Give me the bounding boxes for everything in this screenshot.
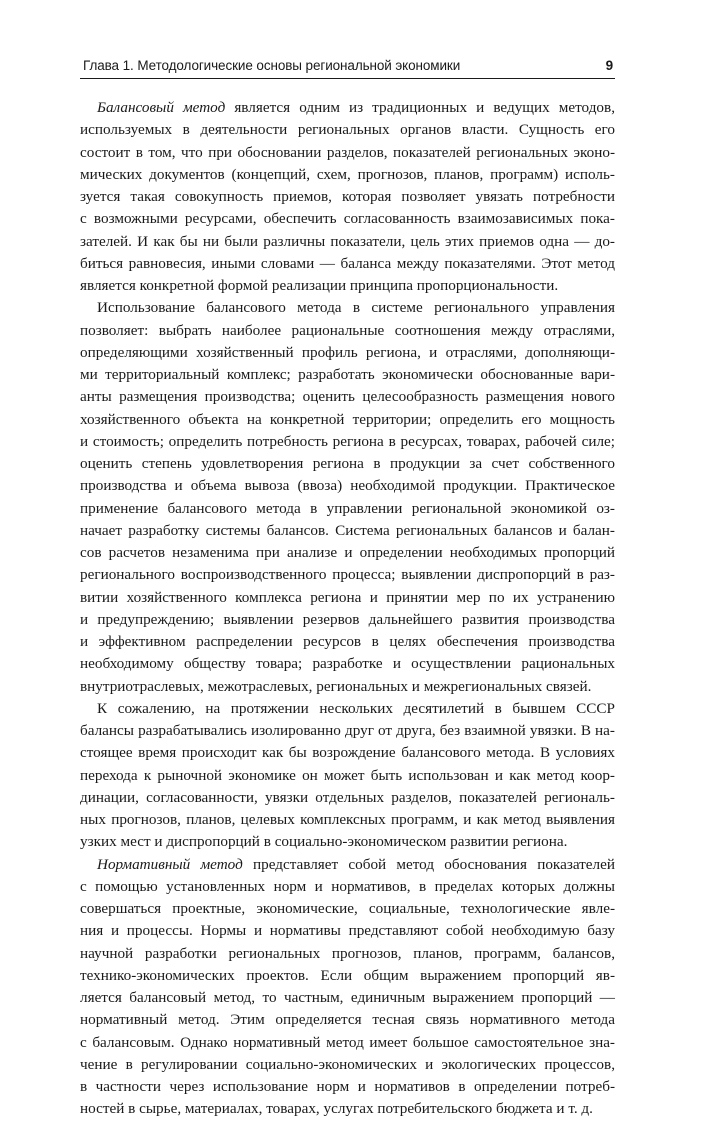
text-line bbox=[80, 453, 615, 475]
line-text: Использование балансового метода в системе регионального управления bbox=[97, 299, 615, 317]
text-line bbox=[80, 898, 615, 920]
text-line bbox=[80, 164, 615, 186]
text-line bbox=[80, 475, 615, 497]
line-text: узких мест и диспропорций в социально-экономическом развитии региона. bbox=[80, 833, 568, 851]
text-line bbox=[80, 742, 615, 764]
line-text: ляется балансовый метод, то частным, единичным выражением пропорций — bbox=[80, 989, 615, 1006]
paragraph bbox=[80, 297, 615, 698]
line-text: в частности через использование норм и нормативов в определении потреб- bbox=[80, 1078, 615, 1095]
text-line bbox=[80, 787, 615, 809]
text-line bbox=[80, 142, 615, 164]
running-header bbox=[80, 56, 615, 79]
line-text: с помощью установленных норм и нормативов, в пределах которых должны bbox=[80, 877, 615, 895]
text-line bbox=[80, 253, 615, 275]
text-line bbox=[80, 1054, 615, 1076]
line-text: анты размещения производства; оценить целесообразность размещения нового bbox=[80, 388, 615, 406]
line-text: регионального воспроизводственного процесса; выявлении диспропорций в раз- bbox=[80, 566, 615, 584]
line-text: состоит в том, что при обосновании разделов, показателей региональных эконо- bbox=[80, 143, 615, 161]
text-line bbox=[80, 653, 615, 675]
text-line bbox=[80, 809, 615, 831]
line-text: чение в регулировании социально-экономических и экологических процессов, bbox=[80, 1055, 615, 1073]
line-text: является одним из традиционных и ведущих методов, bbox=[225, 99, 615, 116]
text-line bbox=[80, 720, 615, 742]
text-line bbox=[80, 1076, 615, 1098]
chapter-title: Глава 1. Методологические основы региональной экономики bbox=[83, 58, 461, 73]
line-text: необходимому обществу товара; разработке и осуществлении рациональных bbox=[80, 655, 615, 673]
text-line bbox=[80, 520, 615, 542]
text-line bbox=[80, 119, 615, 141]
line-text: ми территориальный комплекс; разработать экономически обоснованные вари- bbox=[80, 366, 615, 383]
italic-term: Балансовый метод bbox=[97, 99, 226, 116]
line-text: внутриотраслевых, межотраслевых, региональных и межрегиональных связей. bbox=[80, 677, 592, 695]
line-text: научной разработки региональных прогнозов, планов, программ, балансов, bbox=[80, 944, 615, 962]
text-line bbox=[80, 1098, 615, 1120]
line-text: технико-экономических проектов. Если общим выражением пропорций яв- bbox=[80, 966, 615, 984]
text-line bbox=[80, 386, 615, 408]
text-line bbox=[80, 342, 615, 364]
line-text: применение балансового метода в управлении региональной экономикой оз- bbox=[80, 499, 615, 517]
paragraph bbox=[80, 698, 615, 854]
line-text: начает разработку системы балансов. Система региональных балансов и балан- bbox=[80, 521, 615, 539]
line-text: хозяйственного объекта на конкретной территории; определить его мощность bbox=[80, 410, 615, 428]
text-line bbox=[80, 186, 615, 208]
body-text bbox=[80, 97, 615, 1121]
line-text: динации, согласованности, увязки отдельных разделов, показателей региональ- bbox=[80, 788, 615, 806]
text-line bbox=[80, 498, 615, 520]
line-text: биться равновесия, иными словами — баланса между показателями. Этот метод bbox=[80, 254, 615, 272]
line-text: с возможными ресурсами, обеспечить согласованность взаимозависимых пока- bbox=[80, 210, 615, 228]
line-text: является конкретной формой реализации принципа пропорциональности. bbox=[80, 277, 559, 294]
text-line bbox=[80, 587, 615, 609]
text-line bbox=[80, 297, 615, 319]
line-text: витии хозяйственного комплекса региона и принятии мер по их устранению bbox=[80, 588, 615, 606]
line-text: ния и процессы. Нормы и нормативы представляют собой необходимую базу bbox=[80, 922, 615, 940]
line-text: и предупреждению; выявлении резервов дальнейшего развития производства bbox=[80, 610, 615, 628]
text-line bbox=[80, 208, 615, 230]
line-text: представляет собой метод обоснования показателей bbox=[242, 855, 615, 873]
text-line bbox=[80, 542, 615, 564]
text-line bbox=[80, 231, 615, 253]
text-line bbox=[80, 987, 615, 1009]
text-line bbox=[80, 676, 615, 698]
line-text: мических документов (концепций, схем, прогнозов, планов, программ) исполь- bbox=[80, 165, 615, 183]
line-text: ностей в сырье, материалах, товарах, услугах потребительского бюджета и т. д. bbox=[80, 1100, 593, 1118]
text-line bbox=[80, 320, 615, 342]
text-line bbox=[80, 409, 615, 431]
text-line bbox=[80, 609, 615, 631]
text-line bbox=[80, 854, 615, 876]
line-text: зателей. И как бы ни были различны показатели, цель этих приемов одна — до- bbox=[80, 232, 615, 250]
text-line bbox=[80, 431, 615, 453]
line-text: ных прогнозов, планов, целевых комплексных программ, и как метод выявления bbox=[80, 811, 615, 828]
page-number: 9 bbox=[605, 58, 613, 73]
text-line bbox=[80, 1032, 615, 1054]
line-text: стоящее время происходит как бы возрождение балансового метода. В условиях bbox=[80, 744, 615, 762]
line-text: и эффективном распределении ресурсов в целях обеспечения производства bbox=[80, 633, 615, 650]
text-line bbox=[80, 1009, 615, 1031]
line-text: определяющими хозяйственный профиль региона, и отраслями, дополняющи- bbox=[80, 343, 615, 361]
text-line bbox=[80, 364, 615, 386]
text-line bbox=[80, 698, 615, 720]
line-text: производства и объема вывоза (ввоза) необходимой продукции. Практическое bbox=[80, 477, 615, 495]
line-text: К сожалению, на протяжении нескольких десятилетий в бывшем СССР bbox=[97, 699, 615, 717]
line-text: и стоимость; определить потребность региона в ресурсах, товарах, рабочей силе; bbox=[80, 432, 615, 450]
text-line bbox=[80, 920, 615, 942]
line-text: позволяет: выбрать наиболее рациональные соотношения между отраслями, bbox=[80, 321, 615, 339]
line-text: перехода к рыночной экономике он может быть использован и как метод коор- bbox=[80, 766, 615, 784]
text-line bbox=[80, 831, 615, 853]
text-line bbox=[80, 965, 615, 987]
line-text: зуется такая совокупность приемов, которая позволяет увязать потребности bbox=[80, 188, 615, 205]
text-line bbox=[80, 97, 615, 119]
line-text: совершаться проектные, экономические, социальные, технологические явле- bbox=[80, 900, 615, 917]
paragraph bbox=[80, 854, 615, 1121]
line-text: оценить степень удовлетворения региона в продукции за счет собственного bbox=[80, 455, 615, 472]
text-line bbox=[80, 943, 615, 965]
text-line bbox=[80, 275, 615, 297]
text-line bbox=[80, 564, 615, 586]
text-line bbox=[80, 631, 615, 653]
text-line bbox=[80, 876, 615, 898]
line-text: нормативный метод. Этим определяется тесная связь нормативного метода bbox=[80, 1011, 615, 1029]
line-text: сов расчетов незаменима при анализе и определении необходимых пропорций bbox=[80, 544, 615, 561]
line-text: балансы разрабатывались изолированно друг от друга, без взаимной увязки. В на- bbox=[80, 722, 615, 739]
paragraph bbox=[80, 97, 615, 297]
line-text: используемых в деятельности региональных органов власти. Сущность его bbox=[80, 121, 615, 139]
italic-term: Нормативный метод bbox=[97, 855, 243, 873]
text-line bbox=[80, 765, 615, 787]
line-text: с балансовым. Однако нормативный метод имеет большое самостоятельное зна- bbox=[80, 1033, 615, 1051]
